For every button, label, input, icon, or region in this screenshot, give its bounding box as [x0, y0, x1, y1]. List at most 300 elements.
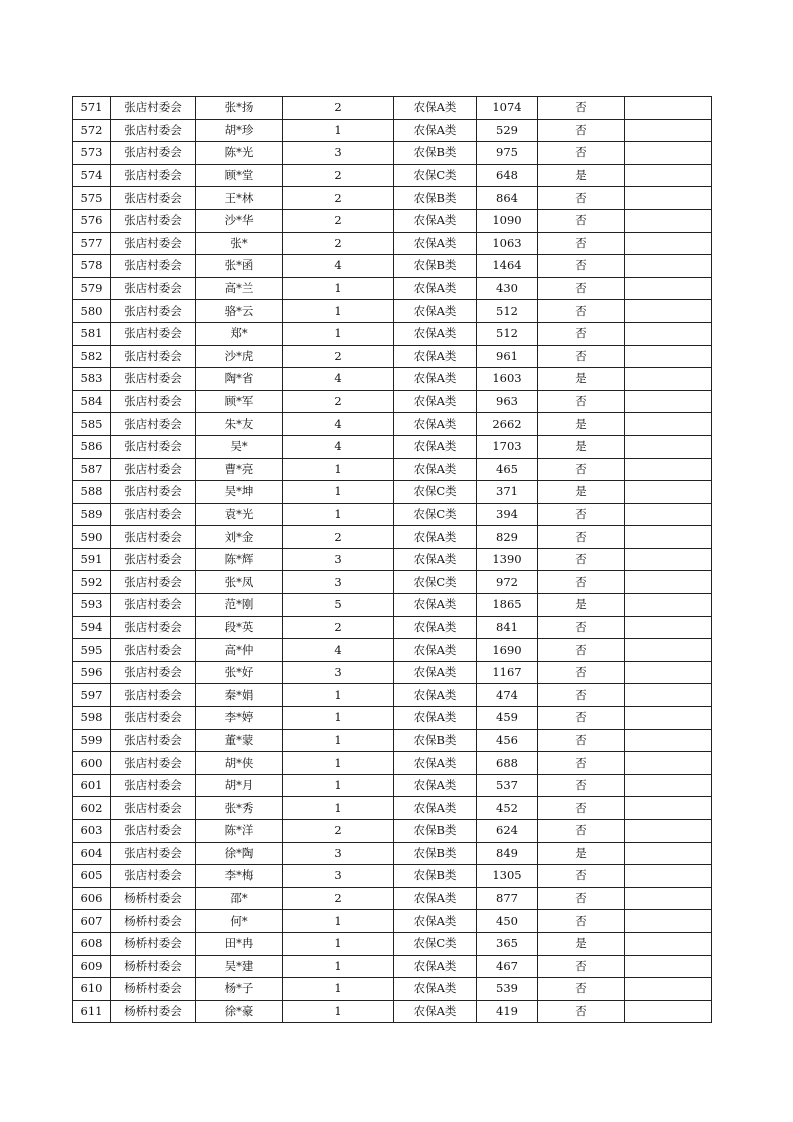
insurance-type-cell: 农保B类 [394, 255, 477, 278]
name-cell: 吴*坤 [196, 481, 283, 504]
insurance-type-cell: 农保A类 [394, 390, 477, 413]
name-cell: 吴*建 [196, 955, 283, 978]
row-number-cell: 573 [73, 142, 111, 165]
row-number-cell: 599 [73, 729, 111, 752]
amount-cell: 1390 [477, 548, 538, 571]
household-size-cell: 4 [283, 639, 394, 662]
remark-cell [625, 865, 712, 888]
household-size-cell: 1 [283, 458, 394, 481]
village-cell: 张店村委会 [111, 707, 196, 730]
table-row [73, 616, 712, 639]
row-number-cell: 585 [73, 413, 111, 436]
village-cell: 张店村委会 [111, 209, 196, 232]
household-size-cell: 2 [283, 209, 394, 232]
insurance-type-cell: 农保A类 [394, 684, 477, 707]
table-row [73, 1000, 712, 1023]
amount-cell: 371 [477, 481, 538, 504]
table-row [73, 187, 712, 210]
name-cell: 李*婷 [196, 707, 283, 730]
row-number-cell: 610 [73, 978, 111, 1001]
household-size-cell: 1 [283, 1000, 394, 1023]
village-cell: 张店村委会 [111, 481, 196, 504]
table-row [73, 345, 712, 368]
table-row [73, 413, 712, 436]
village-cell: 张店村委会 [111, 865, 196, 888]
table-row [73, 639, 712, 662]
row-number-cell: 584 [73, 390, 111, 413]
row-number-cell: 577 [73, 232, 111, 255]
row-number-cell: 586 [73, 435, 111, 458]
insurance-type-cell: 农保B类 [394, 820, 477, 843]
village-cell: 张店村委会 [111, 594, 196, 617]
insurance-type-cell: 农保A类 [394, 209, 477, 232]
remark-cell [625, 390, 712, 413]
row-number-cell: 592 [73, 571, 111, 594]
village-cell: 张店村委会 [111, 322, 196, 345]
amount-cell: 1074 [477, 97, 538, 120]
flag-cell: 否 [538, 797, 625, 820]
household-size-cell: 5 [283, 594, 394, 617]
flag-cell: 否 [538, 142, 625, 165]
flag-cell: 否 [538, 616, 625, 639]
household-size-cell: 2 [283, 820, 394, 843]
amount-cell: 512 [477, 322, 538, 345]
name-cell: 陈*光 [196, 142, 283, 165]
table-row [73, 503, 712, 526]
flag-cell: 否 [538, 255, 625, 278]
remark-cell [625, 277, 712, 300]
village-cell: 张店村委会 [111, 142, 196, 165]
household-size-cell: 3 [283, 548, 394, 571]
amount-cell: 1167 [477, 661, 538, 684]
amount-cell: 529 [477, 119, 538, 142]
amount-cell: 459 [477, 707, 538, 730]
household-size-cell: 3 [283, 842, 394, 865]
amount-cell: 829 [477, 526, 538, 549]
name-cell: 何* [196, 910, 283, 933]
household-size-cell: 3 [283, 865, 394, 888]
table-row [73, 932, 712, 955]
row-number-cell: 579 [73, 277, 111, 300]
name-cell: 顾*堂 [196, 164, 283, 187]
household-size-cell: 1 [283, 322, 394, 345]
flag-cell: 否 [538, 774, 625, 797]
name-cell: 张*好 [196, 661, 283, 684]
name-cell: 董*蒙 [196, 729, 283, 752]
table-row [73, 955, 712, 978]
row-number-cell: 591 [73, 548, 111, 571]
flag-cell: 否 [538, 345, 625, 368]
insurance-type-cell: 农保A类 [394, 797, 477, 820]
remark-cell [625, 616, 712, 639]
table-row [73, 842, 712, 865]
remark-cell [625, 594, 712, 617]
row-number-cell: 600 [73, 752, 111, 775]
name-cell: 邵* [196, 887, 283, 910]
row-number-cell: 597 [73, 684, 111, 707]
name-cell: 陈*洋 [196, 820, 283, 843]
table-row [73, 774, 712, 797]
household-size-cell: 1 [283, 978, 394, 1001]
table-row [73, 119, 712, 142]
name-cell: 秦*娟 [196, 684, 283, 707]
amount-cell: 1603 [477, 368, 538, 391]
name-cell: 张* [196, 232, 283, 255]
table-row [73, 594, 712, 617]
table-row [73, 435, 712, 458]
amount-cell: 1703 [477, 435, 538, 458]
flag-cell: 否 [538, 232, 625, 255]
remark-cell [625, 842, 712, 865]
village-cell: 杨桥村委会 [111, 932, 196, 955]
insurance-type-cell: 农保A类 [394, 774, 477, 797]
row-number-cell: 576 [73, 209, 111, 232]
flag-cell: 否 [538, 820, 625, 843]
amount-cell: 1690 [477, 639, 538, 662]
amount-cell: 648 [477, 164, 538, 187]
household-size-cell: 1 [283, 752, 394, 775]
household-size-cell: 4 [283, 413, 394, 436]
table-row [73, 164, 712, 187]
village-cell: 张店村委会 [111, 435, 196, 458]
table-row [73, 707, 712, 730]
insurance-type-cell: 农保A类 [394, 368, 477, 391]
table-row [73, 865, 712, 888]
remark-cell [625, 661, 712, 684]
village-cell: 张店村委会 [111, 255, 196, 278]
household-size-cell: 2 [283, 390, 394, 413]
insurance-type-cell: 农保A类 [394, 639, 477, 662]
name-cell: 骆*云 [196, 300, 283, 323]
row-number-cell: 601 [73, 774, 111, 797]
household-size-cell: 1 [283, 955, 394, 978]
table-row [73, 571, 712, 594]
household-size-cell: 1 [283, 729, 394, 752]
village-cell: 张店村委会 [111, 571, 196, 594]
household-size-cell: 3 [283, 661, 394, 684]
village-cell: 张店村委会 [111, 661, 196, 684]
name-cell: 郑* [196, 322, 283, 345]
table-body [73, 97, 712, 1023]
insurance-type-cell: 农保A类 [394, 119, 477, 142]
village-cell: 张店村委会 [111, 684, 196, 707]
flag-cell: 是 [538, 842, 625, 865]
household-size-cell: 1 [283, 932, 394, 955]
table-row [73, 684, 712, 707]
name-cell: 胡*侠 [196, 752, 283, 775]
amount-cell: 465 [477, 458, 538, 481]
remark-cell [625, 932, 712, 955]
insurance-type-cell: 农保C类 [394, 571, 477, 594]
remark-cell [625, 187, 712, 210]
village-cell: 张店村委会 [111, 639, 196, 662]
table-row [73, 142, 712, 165]
flag-cell: 否 [538, 390, 625, 413]
flag-cell: 否 [538, 865, 625, 888]
amount-cell: 849 [477, 842, 538, 865]
village-cell: 杨桥村委会 [111, 887, 196, 910]
table-row [73, 752, 712, 775]
village-cell: 张店村委会 [111, 616, 196, 639]
row-number-cell: 604 [73, 842, 111, 865]
flag-cell: 否 [538, 910, 625, 933]
amount-cell: 877 [477, 887, 538, 910]
insurance-type-cell: 农保A类 [394, 526, 477, 549]
name-cell: 陈*辉 [196, 548, 283, 571]
remark-cell [625, 820, 712, 843]
row-number-cell: 574 [73, 164, 111, 187]
remark-cell [625, 119, 712, 142]
table-row [73, 458, 712, 481]
village-cell: 张店村委会 [111, 277, 196, 300]
name-cell: 沙*虎 [196, 345, 283, 368]
remark-cell [625, 164, 712, 187]
table-row [73, 97, 712, 120]
household-size-cell: 2 [283, 526, 394, 549]
amount-cell: 419 [477, 1000, 538, 1023]
insurance-type-cell: 农保A类 [394, 910, 477, 933]
village-cell: 杨桥村委会 [111, 910, 196, 933]
village-cell: 张店村委会 [111, 232, 196, 255]
flag-cell: 否 [538, 707, 625, 730]
remark-cell [625, 571, 712, 594]
insurance-type-cell: 农保A类 [394, 345, 477, 368]
amount-cell: 450 [477, 910, 538, 933]
insurance-type-cell: 农保A类 [394, 955, 477, 978]
remark-cell [625, 526, 712, 549]
amount-cell: 474 [477, 684, 538, 707]
name-cell: 张*秀 [196, 797, 283, 820]
insurance-type-cell: 农保A类 [394, 661, 477, 684]
name-cell: 袁*光 [196, 503, 283, 526]
data-table [72, 96, 712, 1023]
village-cell: 张店村委会 [111, 119, 196, 142]
village-cell: 张店村委会 [111, 97, 196, 120]
amount-cell: 467 [477, 955, 538, 978]
table-row [73, 232, 712, 255]
flag-cell: 否 [538, 119, 625, 142]
remark-cell [625, 729, 712, 752]
village-cell: 张店村委会 [111, 820, 196, 843]
household-size-cell: 1 [283, 277, 394, 300]
flag-cell: 否 [538, 322, 625, 345]
household-size-cell: 1 [283, 481, 394, 504]
name-cell: 杨*子 [196, 978, 283, 1001]
flag-cell: 是 [538, 481, 625, 504]
remark-cell [625, 458, 712, 481]
household-size-cell: 4 [283, 255, 394, 278]
insurance-type-cell: 农保A类 [394, 616, 477, 639]
insurance-type-cell: 农保B类 [394, 187, 477, 210]
name-cell: 曹*亮 [196, 458, 283, 481]
village-cell: 张店村委会 [111, 164, 196, 187]
amount-cell: 1865 [477, 594, 538, 617]
name-cell: 陶*省 [196, 368, 283, 391]
flag-cell: 否 [538, 209, 625, 232]
remark-cell [625, 345, 712, 368]
name-cell: 范*刚 [196, 594, 283, 617]
household-size-cell: 1 [283, 684, 394, 707]
insurance-type-cell: 农保A类 [394, 548, 477, 571]
household-size-cell: 2 [283, 187, 394, 210]
village-cell: 杨桥村委会 [111, 955, 196, 978]
table-row [73, 526, 712, 549]
village-cell: 张店村委会 [111, 526, 196, 549]
insurance-type-cell: 农保A类 [394, 413, 477, 436]
flag-cell: 是 [538, 368, 625, 391]
household-size-cell: 2 [283, 232, 394, 255]
table-row [73, 368, 712, 391]
flag-cell: 否 [538, 684, 625, 707]
flag-cell: 是 [538, 435, 625, 458]
remark-cell [625, 300, 712, 323]
amount-cell: 1090 [477, 209, 538, 232]
village-cell: 张店村委会 [111, 752, 196, 775]
household-size-cell: 1 [283, 774, 394, 797]
insurance-type-cell: 农保B类 [394, 842, 477, 865]
name-cell: 沙*华 [196, 209, 283, 232]
insurance-type-cell: 农保C类 [394, 481, 477, 504]
insurance-type-cell: 农保A类 [394, 97, 477, 120]
table-row [73, 548, 712, 571]
row-number-cell: 571 [73, 97, 111, 120]
household-size-cell: 4 [283, 435, 394, 458]
name-cell: 徐*陶 [196, 842, 283, 865]
insurance-type-cell: 农保B类 [394, 142, 477, 165]
row-number-cell: 608 [73, 932, 111, 955]
flag-cell: 是 [538, 413, 625, 436]
name-cell: 吴* [196, 435, 283, 458]
table-row [73, 661, 712, 684]
row-number-cell: 607 [73, 910, 111, 933]
amount-cell: 864 [477, 187, 538, 210]
insurance-type-cell: 农保B类 [394, 865, 477, 888]
flag-cell: 否 [538, 729, 625, 752]
amount-cell: 972 [477, 571, 538, 594]
flag-cell: 否 [538, 955, 625, 978]
village-cell: 张店村委会 [111, 842, 196, 865]
village-cell: 杨桥村委会 [111, 1000, 196, 1023]
amount-cell: 961 [477, 345, 538, 368]
flag-cell: 否 [538, 503, 625, 526]
household-size-cell: 3 [283, 142, 394, 165]
amount-cell: 1464 [477, 255, 538, 278]
insurance-type-cell: 农保A类 [394, 300, 477, 323]
row-number-cell: 587 [73, 458, 111, 481]
amount-cell: 430 [477, 277, 538, 300]
flag-cell: 否 [538, 548, 625, 571]
amount-cell: 394 [477, 503, 538, 526]
flag-cell: 否 [538, 639, 625, 662]
insurance-type-cell: 农保B类 [394, 729, 477, 752]
row-number-cell: 594 [73, 616, 111, 639]
household-size-cell: 3 [283, 571, 394, 594]
village-cell: 张店村委会 [111, 797, 196, 820]
household-size-cell: 1 [283, 503, 394, 526]
remark-cell [625, 413, 712, 436]
amount-cell: 456 [477, 729, 538, 752]
village-cell: 张店村委会 [111, 458, 196, 481]
amount-cell: 365 [477, 932, 538, 955]
name-cell: 胡*珍 [196, 119, 283, 142]
household-size-cell: 1 [283, 119, 394, 142]
remark-cell [625, 97, 712, 120]
name-cell: 刘*金 [196, 526, 283, 549]
remark-cell [625, 548, 712, 571]
table-row [73, 255, 712, 278]
remark-cell [625, 209, 712, 232]
remark-cell [625, 481, 712, 504]
table-row [73, 820, 712, 843]
village-cell: 张店村委会 [111, 413, 196, 436]
remark-cell [625, 978, 712, 1001]
name-cell: 朱*友 [196, 413, 283, 436]
name-cell: 胡*月 [196, 774, 283, 797]
flag-cell: 否 [538, 661, 625, 684]
table-row [73, 887, 712, 910]
village-cell: 张店村委会 [111, 548, 196, 571]
flag-cell: 否 [538, 887, 625, 910]
flag-cell: 否 [538, 300, 625, 323]
table-row [73, 277, 712, 300]
row-number-cell: 603 [73, 820, 111, 843]
name-cell: 高*兰 [196, 277, 283, 300]
flag-cell: 否 [538, 97, 625, 120]
row-number-cell: 589 [73, 503, 111, 526]
remark-cell [625, 142, 712, 165]
name-cell: 张*扬 [196, 97, 283, 120]
row-number-cell: 595 [73, 639, 111, 662]
amount-cell: 537 [477, 774, 538, 797]
row-number-cell: 575 [73, 187, 111, 210]
insurance-type-cell: 农保A类 [394, 435, 477, 458]
name-cell: 张*函 [196, 255, 283, 278]
row-number-cell: 590 [73, 526, 111, 549]
row-number-cell: 582 [73, 345, 111, 368]
insurance-type-cell: 农保A类 [394, 1000, 477, 1023]
table-row [73, 910, 712, 933]
remark-cell [625, 639, 712, 662]
insurance-type-cell: 农保A类 [394, 707, 477, 730]
household-size-cell: 1 [283, 910, 394, 933]
village-cell: 张店村委会 [111, 390, 196, 413]
amount-cell: 841 [477, 616, 538, 639]
remark-cell [625, 774, 712, 797]
household-size-cell: 1 [283, 300, 394, 323]
flag-cell: 否 [538, 187, 625, 210]
amount-cell: 452 [477, 797, 538, 820]
row-number-cell: 578 [73, 255, 111, 278]
name-cell: 高*仲 [196, 639, 283, 662]
table-row [73, 797, 712, 820]
remark-cell [625, 503, 712, 526]
remark-cell [625, 435, 712, 458]
village-cell: 张店村委会 [111, 774, 196, 797]
flag-cell: 否 [538, 571, 625, 594]
table-row [73, 300, 712, 323]
remark-cell [625, 955, 712, 978]
amount-cell: 624 [477, 820, 538, 843]
flag-cell: 否 [538, 978, 625, 1001]
table-row [73, 481, 712, 504]
remark-cell [625, 887, 712, 910]
village-cell: 张店村委会 [111, 300, 196, 323]
village-cell: 张店村委会 [111, 368, 196, 391]
flag-cell: 否 [538, 458, 625, 481]
flag-cell: 否 [538, 752, 625, 775]
insurance-type-cell: 农保A类 [394, 752, 477, 775]
amount-cell: 975 [477, 142, 538, 165]
